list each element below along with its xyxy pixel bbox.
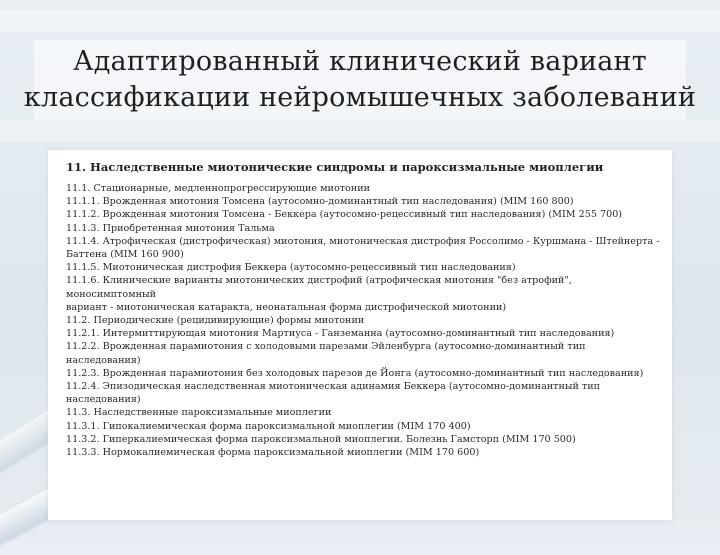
- list-line: 11.1.3. Приобретенная миотония Тальма: [66, 222, 275, 234]
- section-heading: 11. Наследственные миотонические синдромы и пароксизмальные миоплегии: [66, 160, 604, 174]
- slide-title: [0, 44, 720, 116]
- background-stripe: [0, 10, 720, 32]
- list-line: 11.2.1. Интермиттирующая миотония Мартиуса - Ганземанна (аутосомно-доминантный тип наследования): [66, 328, 615, 340]
- list-line: вариант - миотоническая катаракта, неонатальная форма дистрофической миотонии): [66, 301, 507, 313]
- list-line: 11.3.3. Нормокалиемическая форма пароксизмальной миоплегии (МІМ 170 600): [66, 447, 480, 459]
- list-line: Баттена (МІМ 160 900): [66, 249, 184, 261]
- list-line: 11.3.2. Гиперкалиемическая форма пароксизмальной миоплегии. Болезнь Гамсторп (МІМ 170 500): [66, 433, 576, 445]
- list-line: 11.2.4. Эпизодическая наследственная миотоническая адинамия Беккера (аутосомно-доминантный тип наследования): [66, 381, 601, 406]
- list-line: 11.2.3. Врожденная парамиотония без холодовых парезов де Йонга (аутосомно-доминантный тип наследования): [66, 367, 644, 379]
- list-line: 11.1.1. Врожденная миотония Томсена (аутосомно-доминантный тип наследования) (МІМ 160 800): [66, 196, 574, 208]
- background-stripe: [0, 120, 720, 142]
- title-line-2: классификации нейромышечных заболеваний: [23, 82, 697, 113]
- list-line: 11.1.6. Клинические варианты миотонических дистрофий (атрофическая миотония "без атрофий", моносимптомный: [66, 275, 572, 300]
- list-line: 11.3.1. Гипокалиемическая форма пароксизмальной миоплегии (МІМ 170 400): [66, 420, 471, 432]
- list-line: 11.1. Стационарные, медленнопрогрессирующие миотонии: [66, 183, 370, 194]
- list-line: 11.1.4. Атрофическая (дистрофическая) миотония, миотоническая дистрофия Россолимо - Куршмана - Штейнерта -: [66, 235, 660, 247]
- title-line-1: Адаптированный клинический вариант: [73, 46, 647, 77]
- list-line: 11.2. Периодические (рецидивирующие) формы миотонии: [66, 315, 365, 327]
- list-line: 11.1.2. Врожденная миотония Томсена - Беккера (аутосомно-рецессивный тип наследования) (МІМ 255 700): [66, 209, 623, 221]
- list-line: 11.3. Наследственные пароксизмальные миоплегии: [66, 407, 332, 419]
- classification-list: [66, 182, 662, 459]
- list-line: 11.2.2. Врожденная парамиотония с холодовыми парезами Эйленбурга (аутосомно-доминантный тип наследования): [66, 341, 586, 366]
- list-line: 11.1.5. Миотоническая дистрофия Беккера (аутосомно-рецессивный тип наследования): [66, 262, 516, 274]
